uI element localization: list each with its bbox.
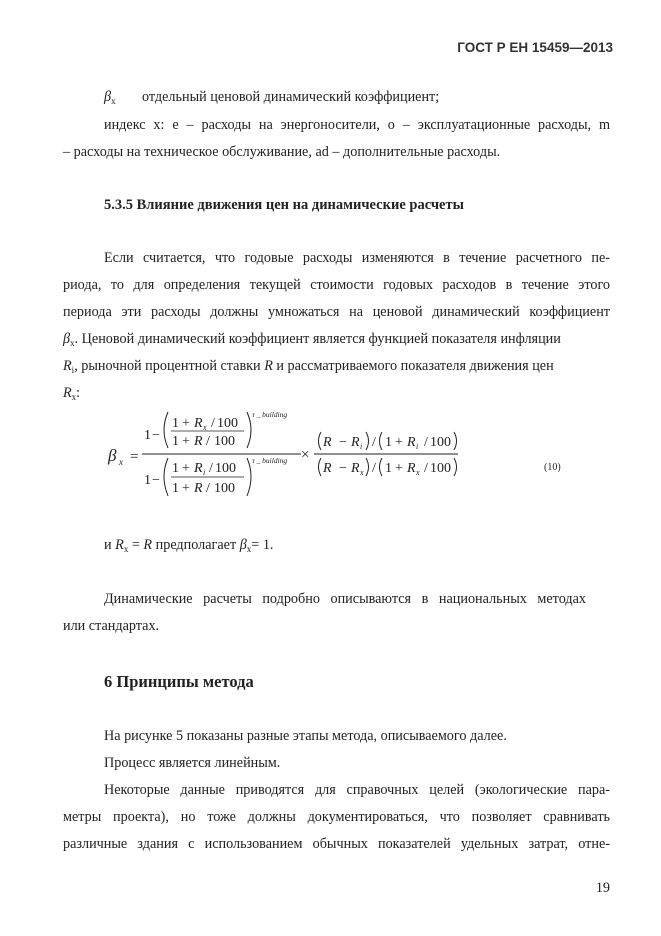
para1-line-4 [63,331,561,348]
sf-den-one: 1 [385,461,392,476]
den-right-paren [247,458,251,496]
equation-number: (10) [544,462,561,473]
cond-prefix: и [104,537,116,553]
sf-den-r: R [323,461,332,476]
sf-den-plus: + [395,461,403,476]
beta-symbol: β [104,89,112,105]
den-den-r: R [194,481,203,496]
para2-line-1: Динамические расчеты подробно описываются в национальных методах [104,591,586,607]
r-symbol: R [143,537,153,553]
sf-den-slash: / [372,461,376,476]
num-inner-one: 1 [172,416,179,431]
num-r: R [194,416,203,431]
price-dynamic-factor-formula [104,406,574,508]
sf-num-ri2-sub: i [416,442,419,451]
condition-line [104,537,273,554]
sf-num-paren-r1 [366,432,369,450]
para1-line-5-text-b: и рассматриваемого показателя движения цен [272,358,554,374]
sf-den-paren-l1 [319,458,322,476]
r-symbol: R [63,385,72,401]
index-note-line-1: индекс x: e – расходы на энергоносители, o – эксплуатационные расходы, m [104,117,610,133]
num-den-slash: / [206,434,210,449]
cond-mid-text: предполагает [152,537,240,553]
den-den-plus: + [182,481,190,496]
num-slash: / [211,416,215,431]
sf-num-plus: + [395,435,403,450]
para4: Процесс является линейным. [104,755,281,771]
den-minus: − [152,473,160,488]
den-plus: + [182,461,190,476]
sf-num-paren-r2 [454,432,457,450]
para1-line-1: Если считается, что годовые расходы изменяются в течение расчетного пе- [104,250,610,266]
den-hundred: 100 [215,461,236,476]
r-symbol: R [63,358,72,374]
section-heading-6: 6 Принципы метода [104,672,254,691]
colon: : [76,385,81,401]
num-right-paren [247,412,251,448]
num-plus: + [182,416,190,431]
num-r-sub-x: x [203,423,207,432]
r-symbol: R [115,537,124,553]
sf-den-rx: R [351,461,360,476]
para1-line-4-text: . Ценовой динамический коэффициент является функцией показателя инфляции [74,331,561,347]
num-left-paren [164,412,168,448]
num-hundred: 100 [217,416,238,431]
sf-num-paren-l2 [380,432,383,450]
page-number: 19 [595,880,610,896]
sf-den-rx-sub: x [360,468,364,477]
symbol-subscript: x [246,544,252,554]
num-den-plus: + [182,434,190,449]
para1-line-6 [63,385,80,402]
den-den-hundred: 100 [214,481,235,496]
sf-num-ri: R [351,435,360,450]
den-den-slash: / [206,481,210,496]
section-heading-5-3-5: 5.3.5 Влияние движения цен на динамические расчеты [104,197,464,213]
symbol-subscript: x [123,544,129,554]
symbol-subscript: x [71,392,77,402]
standard-code-header: ГОСТ Р ЕН 15459—2013 [457,40,613,55]
sf-den-paren-r2 [454,458,457,476]
para5-line-1: Некоторые данные приводятся для справочных целей (экологические пара- [104,782,610,798]
sf-num-r: R [323,435,332,450]
den-exponent: τ _ building [252,456,288,465]
para1-line-5 [63,358,554,375]
cond-equals: = [128,537,144,553]
sf-num-ri-sub: i [360,442,363,451]
sf-den-paren-l2 [380,458,383,476]
den-slash: / [209,461,213,476]
sf-num-slash: / [372,435,376,450]
sf-den-hundred: 100 [430,461,451,476]
para2-line-2: или стандартах. [63,618,160,634]
r-symbol: R [264,358,273,374]
formula-equals: = [130,449,139,465]
sf-den-paren-r1 [366,458,369,476]
sf-num-ri2: R [407,435,416,450]
definition-symbol [104,89,116,106]
sf-num-paren-l1 [319,432,322,450]
sf-num-slash2: / [424,435,428,450]
den-left-paren [164,458,168,496]
sf-den-rx2: R [407,461,416,476]
sf-den-slash2: / [424,461,428,476]
beta-symbol: β [63,331,71,347]
sf-num-one: 1 [385,435,392,450]
para3: На рисунке 5 показаны разные этапы метода, описываемого далее. [104,728,507,744]
den-r-sub-i: i [203,468,206,477]
symbol-subscript: i [71,365,75,375]
num-one: 1 [144,428,151,443]
sf-num-hundred: 100 [430,435,451,450]
num-minus: − [152,428,160,443]
symbol-subscript: x [111,96,116,106]
den-one: 1 [144,473,151,488]
sf-num-minus: − [339,435,347,450]
beta-symbol: β [239,537,247,553]
index-note-line-2: – расходы на техническое обслуживание, ad – дополнительные расходы. [63,144,501,160]
formula-lhs-beta: β [108,446,117,465]
den-r: R [194,461,203,476]
num-den-r: R [194,434,203,449]
den-den-one: 1 [172,481,179,496]
den-inner-one: 1 [172,461,179,476]
definition-text: отдельный ценовой динамический коэффициент; [142,89,440,105]
sf-den-minus: − [339,461,347,476]
symbol-subscript: x [70,338,75,348]
para5-line-2: метры проекта), но тоже должны документироваться, что позволяет сравнивать [63,809,610,825]
num-den-one: 1 [172,434,179,449]
sf-den-rx2-sub: x [416,468,420,477]
para1-line-5-text-a: , рыночной процентной ставки [74,358,265,374]
para1-line-2: риода, то для определения текущей стоимости годовых расходов в течение этого [63,277,610,293]
formula-lhs-sub: x [119,457,123,467]
para1-line-3: периода эти расходы должны умножаться на ценовой динамический коэффициент [63,304,610,320]
para5-line-3: различные здания с использованием обычных показателей удельных затрат, отне- [63,836,610,852]
num-den-hundred: 100 [214,434,235,449]
cond-tail: = 1. [251,537,274,553]
num-exponent: τ _ building [252,410,288,419]
formula-times: × [301,447,310,463]
